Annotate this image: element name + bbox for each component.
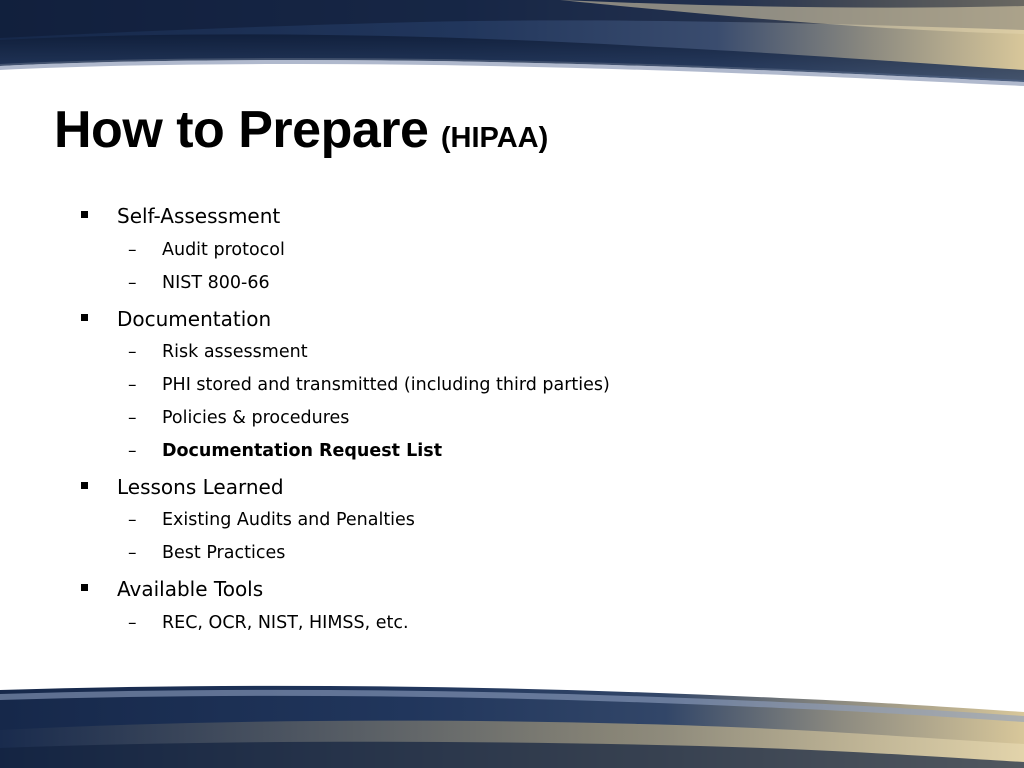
sub-bullet-item: Policies & procedures	[162, 408, 350, 428]
sub-bullet-item: Risk assessment	[162, 342, 308, 362]
sub-bullet-item: NIST 800-66	[162, 273, 270, 293]
square-bullet-icon	[81, 482, 88, 489]
bottom-decorative-band	[0, 668, 1024, 768]
dash-bullet: –	[128, 441, 137, 461]
dash-bullet: –	[128, 342, 137, 362]
title-suffix: (HIPAA)	[440, 122, 549, 154]
sub-bullet-item: PHI stored and transmitted (including third parties)	[162, 375, 610, 395]
slide-title	[54, 100, 548, 168]
bullet-item: Lessons Learned	[117, 475, 284, 499]
sub-bullet-item: REC, OCR, NIST, HIMSS, etc.	[162, 613, 409, 633]
dash-bullet: –	[128, 510, 137, 530]
bullet-item: Self-Assessment	[117, 204, 281, 228]
title-main: How to Prepare	[54, 101, 429, 159]
sub-bullet-item-bold: Documentation Request List	[162, 441, 443, 461]
dash-bullet: –	[128, 408, 137, 428]
dash-bullet: –	[128, 375, 137, 395]
top-decorative-band	[0, 0, 1024, 100]
square-bullet-icon	[81, 314, 88, 321]
dash-bullet: –	[128, 613, 137, 633]
square-bullet-icon	[81, 211, 88, 218]
bullet-item: Documentation	[117, 307, 272, 331]
dash-bullet: –	[128, 273, 137, 293]
square-bullet-icon	[81, 584, 88, 591]
sub-bullet-item: Audit protocol	[162, 240, 285, 260]
dash-bullet: –	[128, 543, 137, 563]
sub-bullet-item: Existing Audits and Penalties	[162, 510, 415, 530]
dash-bullet: –	[128, 240, 137, 260]
sub-bullet-item: Best Practices	[162, 543, 286, 563]
bullet-item: Available Tools	[117, 577, 264, 601]
